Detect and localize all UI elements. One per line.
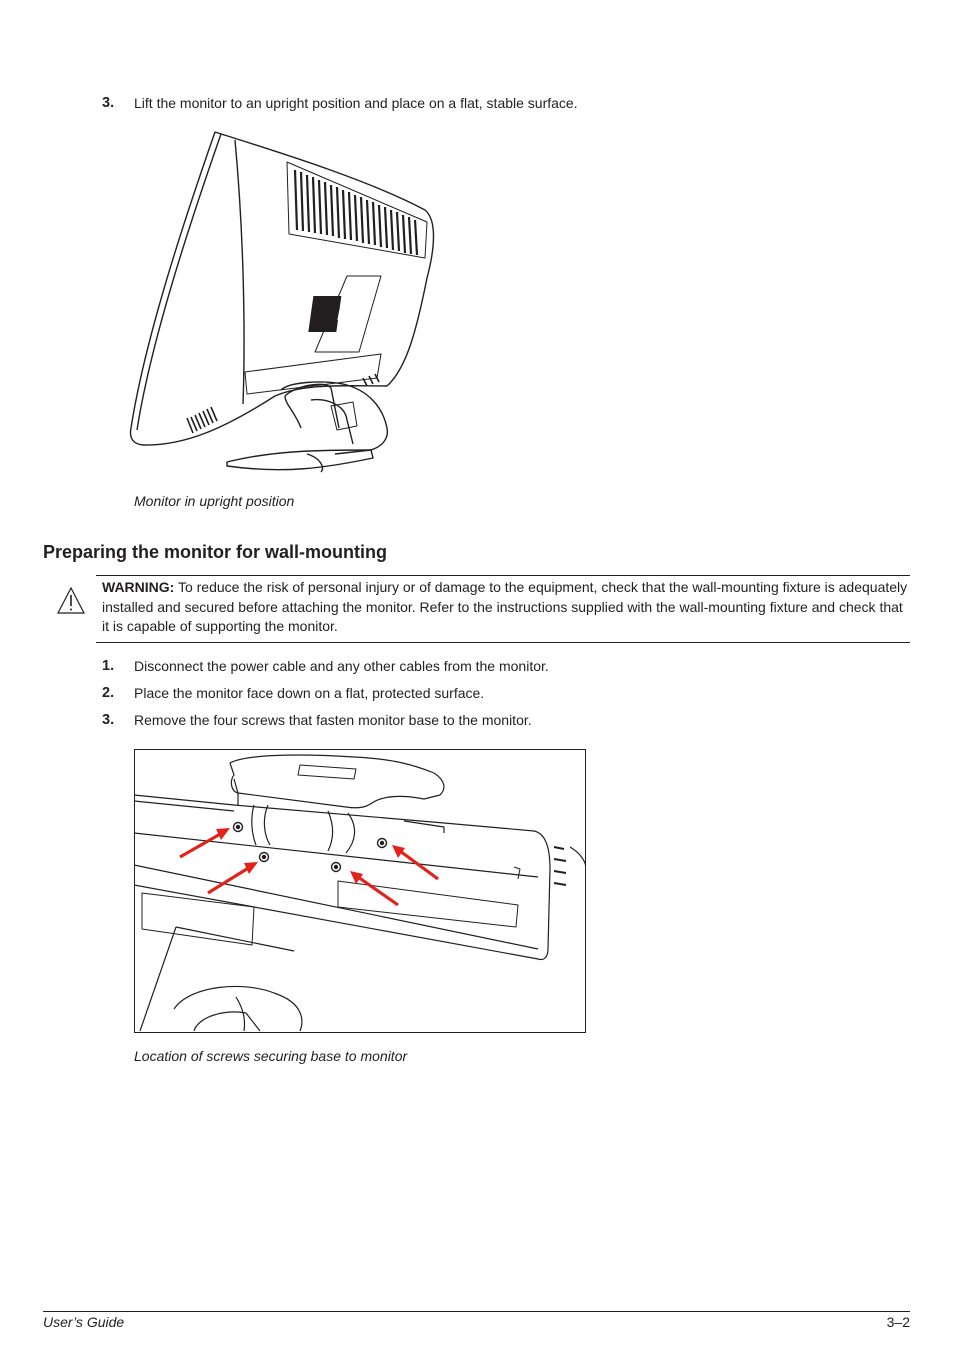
- footer-title: User’s Guide: [43, 1314, 125, 1330]
- step-text: Lift the monitor to an upright position and place on a flat, stable surface.: [134, 95, 578, 111]
- step-number: 3.: [102, 712, 115, 728]
- step-item: [102, 657, 702, 675]
- step-text: Remove the four screws that fasten monitor base to the monitor.: [134, 712, 532, 728]
- step-number: 3.: [102, 95, 115, 111]
- step-item: [102, 684, 702, 702]
- warning-text: [102, 578, 910, 637]
- monitor-upright-illustration: [125, 128, 445, 480]
- step-number: 1.: [102, 658, 115, 674]
- warning-bottom-rule: [96, 642, 910, 643]
- step-item: [102, 94, 702, 112]
- warning-triangle-icon: [57, 587, 97, 615]
- footer-rule: [43, 1311, 910, 1312]
- screw-location-illustration: [134, 749, 586, 1033]
- step-text: Disconnect the power cable and any other cables from the monitor.: [134, 658, 549, 674]
- figure-caption: Monitor in upright position: [134, 493, 295, 509]
- warning-label: WARNING:: [102, 579, 175, 595]
- page-number: 3–2: [886, 1314, 910, 1330]
- warning-body: To reduce the risk of personal injury or of damage to the equipment, check that the wall-mounting fixture is adequately installed and secured before attaching the monitor. Refer to the instructions supplied with the wall-mounting fixture and check that it is capable of supporting the monitor.: [102, 579, 908, 634]
- step-number: 2.: [102, 685, 115, 701]
- step-text: Place the monitor face down on a flat, protected surface.: [134, 685, 485, 701]
- svg-text:hp: hp: [337, 309, 353, 323]
- hp-logo-icon: [308, 296, 352, 332]
- figure-caption: Location of screws securing base to monitor: [134, 1048, 408, 1064]
- step-item: [102, 711, 702, 729]
- warning-top-rule: [96, 575, 910, 576]
- section-heading: Preparing the monitor for wall-mounting: [43, 542, 387, 562]
